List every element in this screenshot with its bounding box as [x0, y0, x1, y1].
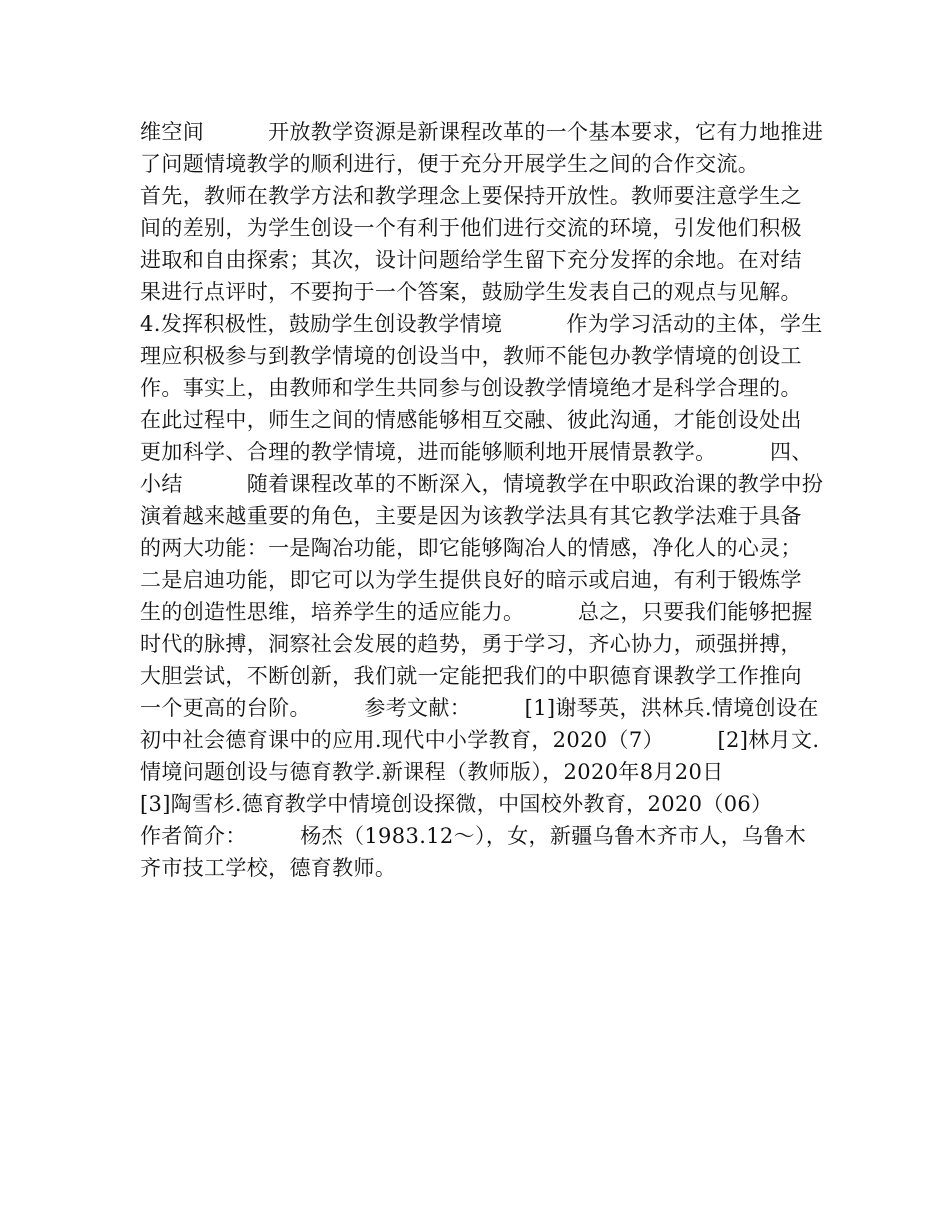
text-line: 大胆尝试，不断创新，我们就一定能把我们的中职德育课教学工作推向: [140, 664, 802, 688]
text-line: 初中社会德育课中的应用.现代中小学教育，2020（7） [2]林月文.: [140, 728, 820, 752]
text-line: 4.发挥积极性，鼓励学生创设教学情境 作为学习活动的主体，学生: [140, 312, 823, 336]
text-line: 作。事实上，由教师和学生共同参与创设教学情境绝才是科学合理的。: [140, 376, 802, 400]
text-line: 二是启迪功能，即它可以为学生提供良好的暗示或启迪，有利于锻炼学: [140, 568, 802, 592]
text-line: 情境问题创设与德育教学.新课程（教师版），2020年8月20日: [140, 760, 724, 784]
text-line: 更加科学、合理的教学情境，进而能够顺利地开展情景教学。 四、: [140, 440, 813, 464]
text-line: 小结 随着课程改革的不断深入，情境教学在中职政治课的教学中扮: [140, 472, 824, 496]
text-line: 的两大功能：一是陶冶功能，即它能够陶冶人的情感，净化人的心灵；: [140, 536, 802, 560]
text-line: 生的创造性思维，培养学生的适应能力。 总之，只要我们能够把握: [140, 600, 813, 624]
text-line: 了问题情境教学的顺利进行，便于充分开展学生之间的合作交流。: [140, 152, 760, 176]
text-line: 果进行点评时，不要拘于一个答案，鼓励学生发表自己的观点与见解。: [140, 280, 802, 304]
text-line: 首先，教师在教学方法和教学理念上要保持开放性。教师要注意学生之: [140, 184, 802, 208]
text-line: 间的差别，为学生创设一个有利于他们进行交流的环境，引发他们积极: [140, 216, 802, 240]
text-line: 维空间 开放教学资源是新课程改革的一个基本要求，它有力地推进: [140, 120, 824, 144]
text-line: 进取和自由探索；其次，设计问题给学生留下充分发挥的余地。在对结: [140, 248, 802, 272]
body-text: [140, 116, 824, 884]
text-line: 时代的脉搏，洞察社会发展的趋势，勇于学习，齐心协力，顽强拼搏，: [140, 632, 802, 656]
text-line: 一个更高的台阶。 参考文献： [1]谢琴英，洪林兵.情境创设在: [140, 696, 819, 720]
text-line: 作者简介： 杨杰（1983.12～），女，新疆乌鲁木齐市人，乌鲁木: [140, 824, 807, 848]
text-line: 理应积极参与到教学情境的创设当中，教师不能包办教学情境的创设工: [140, 344, 802, 368]
text-line: 在此过程中，师生之间的情感能够相互交融、彼此沟通，才能创设处出: [140, 408, 802, 432]
text-line: 齐市技工学校，德育教师。: [140, 856, 397, 880]
text-line: 演着越来越重要的角色，主要是因为该教学法具有其它教学法难于具备: [140, 504, 802, 528]
text-line: [3]陶雪杉.德育教学中情境创设探微，中国校外教育，2020（06）: [140, 792, 773, 816]
